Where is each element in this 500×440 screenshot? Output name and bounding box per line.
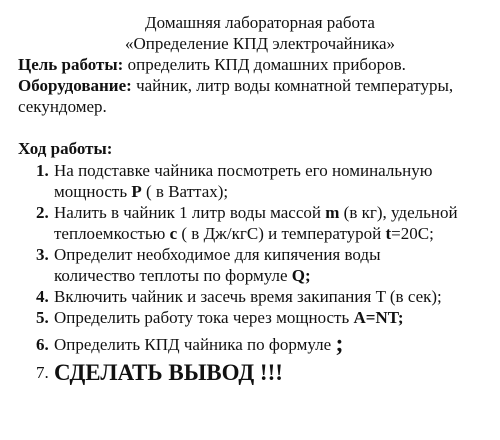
- step-2: [18, 202, 486, 244]
- goal-label: Цель работы:: [18, 55, 124, 74]
- equipment-text-1: чайник, литр воды комнатной температуры,: [131, 76, 454, 95]
- step-1-line1: На подставке чайника посмотреть его номинальную: [54, 161, 433, 180]
- symbol-power: P: [131, 182, 142, 201]
- step-4-text: Включить чайник и засечь время закипания T (в сек);: [54, 287, 442, 306]
- step-2-text-a: Налить в чайник 1 литр воды массой: [54, 203, 326, 222]
- procedure-steps: [18, 160, 486, 387]
- step-number: 3.: [36, 245, 49, 264]
- blank-line: [18, 117, 486, 138]
- procedure-heading: Ход работы:: [18, 139, 113, 158]
- step-3-line2: [54, 265, 486, 286]
- step-number: 6.: [36, 335, 49, 354]
- formula-work: A=NT;: [353, 308, 404, 327]
- step-7: [18, 359, 486, 387]
- step-5-text: Определить работу тока через мощность: [54, 308, 354, 327]
- step-number: 2.: [36, 203, 49, 222]
- doc-title-line1: Домашняя лабораторная работа: [145, 13, 375, 32]
- step-2-text-e: =20С;: [391, 224, 434, 243]
- goal-line: [18, 54, 486, 75]
- step-2-text-c: теплоемкостью: [54, 224, 170, 243]
- step-3-line1: Определит необходимое для кипячения воды: [54, 245, 381, 264]
- symbol-temperature: t: [385, 224, 392, 243]
- step-3-text: количество теплоты по формуле: [54, 266, 292, 285]
- step-1-unit: ( в Ваттах);: [141, 182, 229, 201]
- step-1-line2: [54, 181, 486, 202]
- step-1: [18, 160, 486, 202]
- step-2-line1: [54, 202, 486, 223]
- equipment-label: Оборудование:: [18, 76, 132, 95]
- step-3: [18, 244, 486, 286]
- step-6-text: Определить КПД чайника по формуле: [54, 335, 336, 354]
- step-number: 5.: [36, 308, 49, 327]
- equipment-line: [18, 75, 486, 96]
- step-1-text: мощность: [54, 182, 132, 201]
- step-number: 7.: [36, 363, 49, 382]
- goal-text: определить КПД домашних приборов.: [123, 55, 406, 74]
- step-6-line: [54, 331, 486, 357]
- step-6-semicolon: ;: [335, 331, 344, 357]
- step-4: [18, 286, 486, 307]
- step-2-text-b: (в кг), удельной: [339, 203, 458, 222]
- step-number: 4.: [36, 287, 49, 306]
- symbol-heat: Q;: [291, 266, 311, 285]
- symbol-mass: m: [325, 203, 340, 222]
- equipment-line-2: секундомер.: [18, 97, 107, 116]
- step-2-text-d: ( в Дж/кгС) и температурой: [177, 224, 386, 243]
- step-5: [18, 307, 486, 328]
- step-6: [18, 331, 486, 357]
- step-7-text: СДЕЛАТЬ ВЫВОД !!!: [54, 360, 283, 385]
- step-5-line: [54, 307, 486, 328]
- step-2-line2: [54, 223, 486, 244]
- doc-title-line2: «Определение КПД электрочайника»: [124, 34, 396, 53]
- step-number: 1.: [36, 161, 49, 180]
- symbol-heat-capacity: c: [169, 224, 178, 243]
